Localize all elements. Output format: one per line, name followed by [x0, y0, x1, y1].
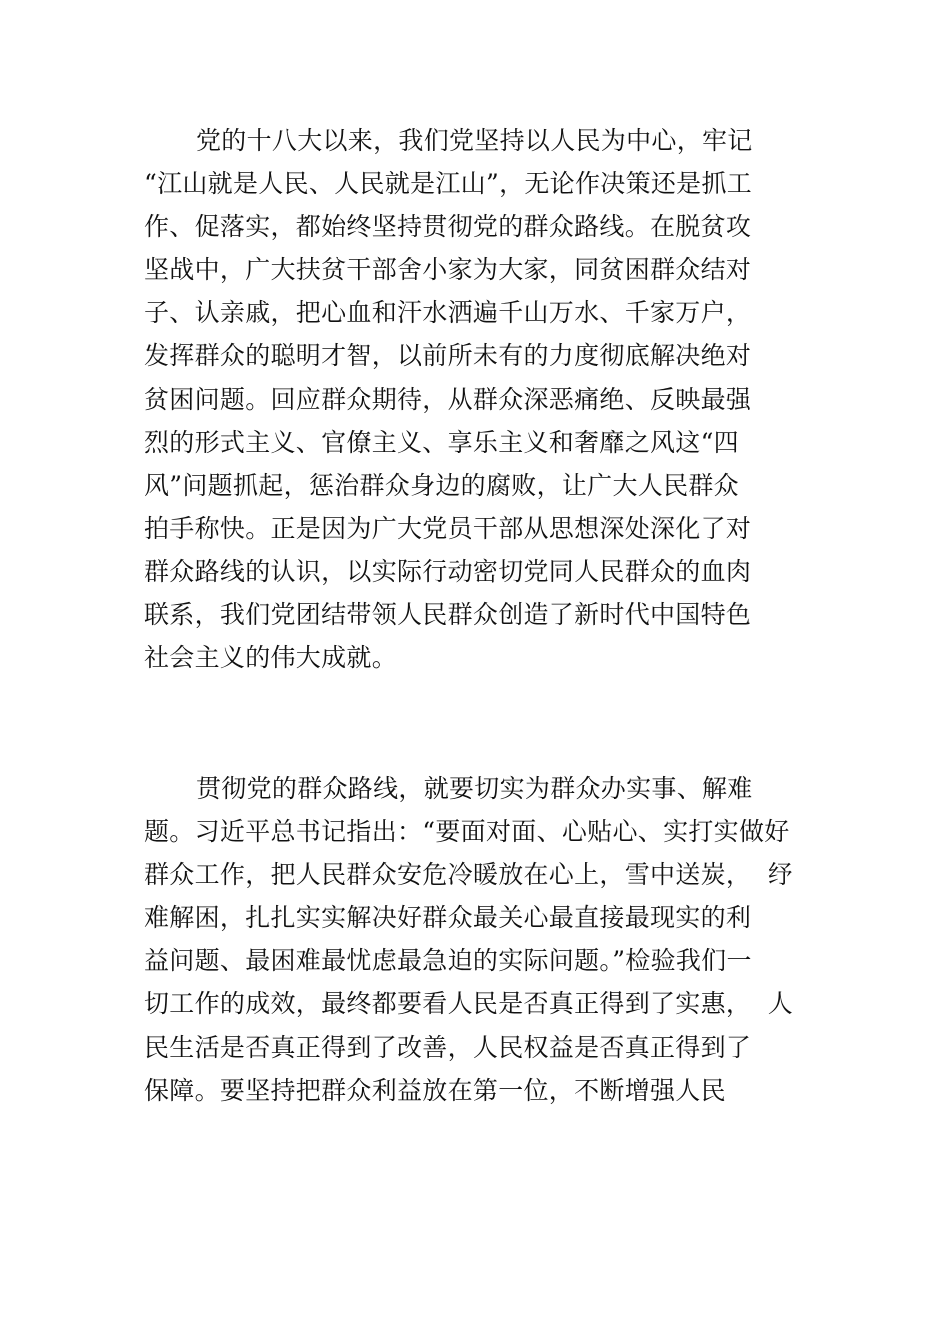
text-line: 保障。要坚持把群众利益放在第一位，不断增强人民 — [144, 1075, 726, 1105]
text-line: 贫困问题。回应群众期待，从群众深恶痛绝、反映最强 — [144, 384, 752, 414]
text-line: 社会主义的伟大成就。 — [144, 643, 398, 673]
text-line: 风”问题抓起，惩治群众身边的腐败，让广大人民群众 — [144, 470, 739, 500]
paragraph-1 — [144, 119, 824, 679]
text-line: 切工作的成效，最终都要看人民是否真正得到了实惠， 人 — [144, 989, 793, 1019]
text-line: 发挥群众的聪明才智，以前所未有的力度彻底解决绝对 — [144, 341, 752, 371]
text-line: 烈的形式主义、官僚主义、享乐主义和奢靡之风这“四 — [144, 427, 739, 457]
paragraph-2 — [144, 767, 824, 1112]
text-line: 贯彻党的群众路线，就要切实为群众办实事、解难 — [196, 774, 753, 803]
text-line: 联系，我们党团结带领人民群众创造了新时代中国特色 — [144, 600, 752, 630]
text-line: 坚战中，广大扶贫干部舍小家为大家，同贫困群众结对 — [144, 255, 752, 285]
text-line: “江山就是人民、人民就是江山”，无论作决策还是抓工 — [144, 169, 753, 199]
text-line: 群众工作，把人民群众安危冷暖放在心上，雪中送炭， 纾 — [144, 860, 793, 890]
text-line: 党的十八大以来，我们党坚持以人民为中心，牢记 — [196, 126, 753, 155]
text-line: 作、促落实，都始终坚持贯彻党的群众路线。在脱贫攻 — [144, 212, 752, 242]
text-line: 拍手称快。正是因为广大党员干部从思想深处深化了对 — [144, 513, 752, 543]
text-line: 题。习近平总书记指出：“要面对面、心贴心、实打实做好 — [144, 817, 790, 847]
text-line: 群众路线的认识，以实际行动密切党同人民群众的血肉 — [144, 556, 752, 586]
text-line: 难解困，扎扎实实解决好群众最关心最直接最现实的利 — [144, 903, 752, 933]
text-line: 益问题、最困难最忧虑最急迫的实际问题。”检验我们一 — [144, 946, 752, 976]
text-line: 子、认亲戚，把心血和汗水洒遍千山万水、千家万户， — [144, 298, 752, 328]
text-line: 民生活是否真正得到了改善，人民权益是否真正得到了 — [144, 1032, 752, 1062]
